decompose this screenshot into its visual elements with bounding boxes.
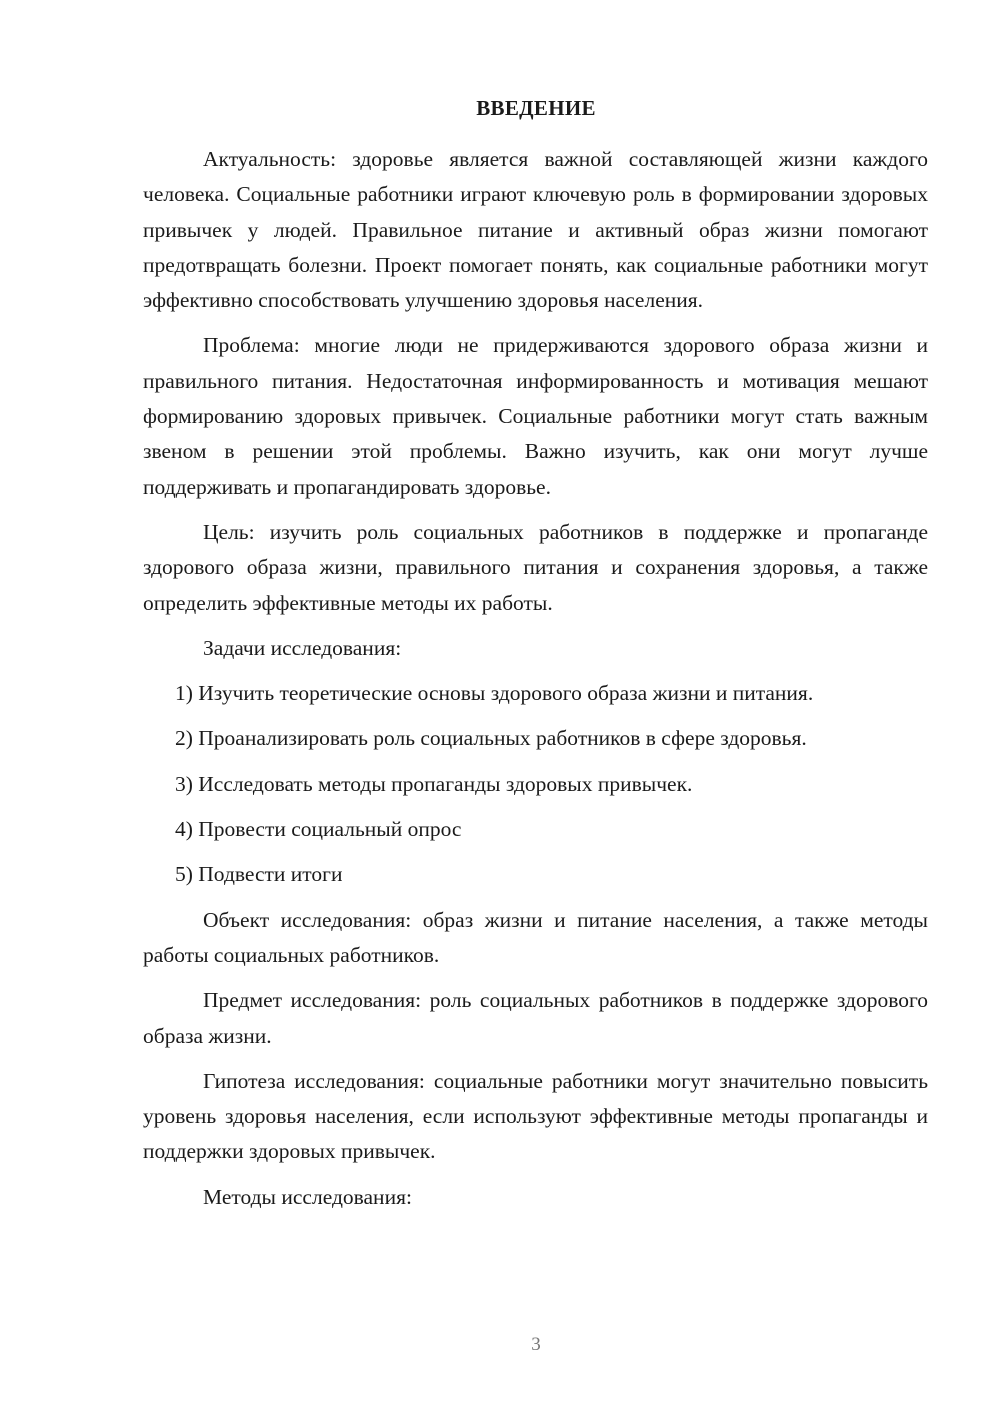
paragraph-relevance: Актуальность: здоровье является важной составляющей жизни каждого человека. Социальные работники играют ключевую роль в формировании здоровых привычек у людей. Правильное питание и активный образ жизни помогают предотвращать болезни. Проект помогает понять, как социальные работники могут эффективно способствовать улучшению здоровья населения. [143,147,928,313]
paragraph-problem: Проблема: многие люди не придерживаются здорового образа жизни и правильного питания. Недостаточная информированность и мотивация мешают формированию здоровых привычек. Социальные работники могут стать важным звеном в решении этой проблемы. Важно изучить, как они могут лучше поддерживать и пропагандировать здоровье. [143,333,928,499]
methods-heading: Методы исследования: [203,1184,412,1209]
paragraph-hypothesis: Гипотеза исследования: социальные работники могут значительно повысить уровень здоровья населения, если используют эффективные методы пропаганды и поддержки здоровых привычек. [143,1068,928,1164]
paragraph-goal: Цель: изучить роль социальных работников в поддержке и пропаганде здорового образа жизни, правильного питания и сохранения здоровья, а также определить эффективные методы их работы. [143,519,928,615]
list-item: 4) Провести социальный опрос [175,817,462,842]
list-item: 5) Подвести итоги [175,862,343,887]
page-number: 3 [531,1334,541,1355]
tasks-heading: Задачи исследования: [203,635,402,660]
list-item: 2) Проанализировать роль социальных работников в сфере здоровья. [175,726,807,751]
page-title: ВВЕДЕНИЕ [476,96,596,120]
paragraph-subject: Предмет исследования: роль социальных работников в поддержке здорового образа жизни. [143,988,928,1048]
tasks-list [143,676,928,892]
paragraph-object: Объект исследования: образ жизни и питание населения, а также методы работы социальных работников. [143,907,928,967]
body-text [143,142,928,1225]
list-item: 1) Изучить теоретические основы здорового образа жизни и питания. [175,681,814,706]
list-item: 3) Исследовать методы пропаганды здоровых привычек. [175,771,693,796]
